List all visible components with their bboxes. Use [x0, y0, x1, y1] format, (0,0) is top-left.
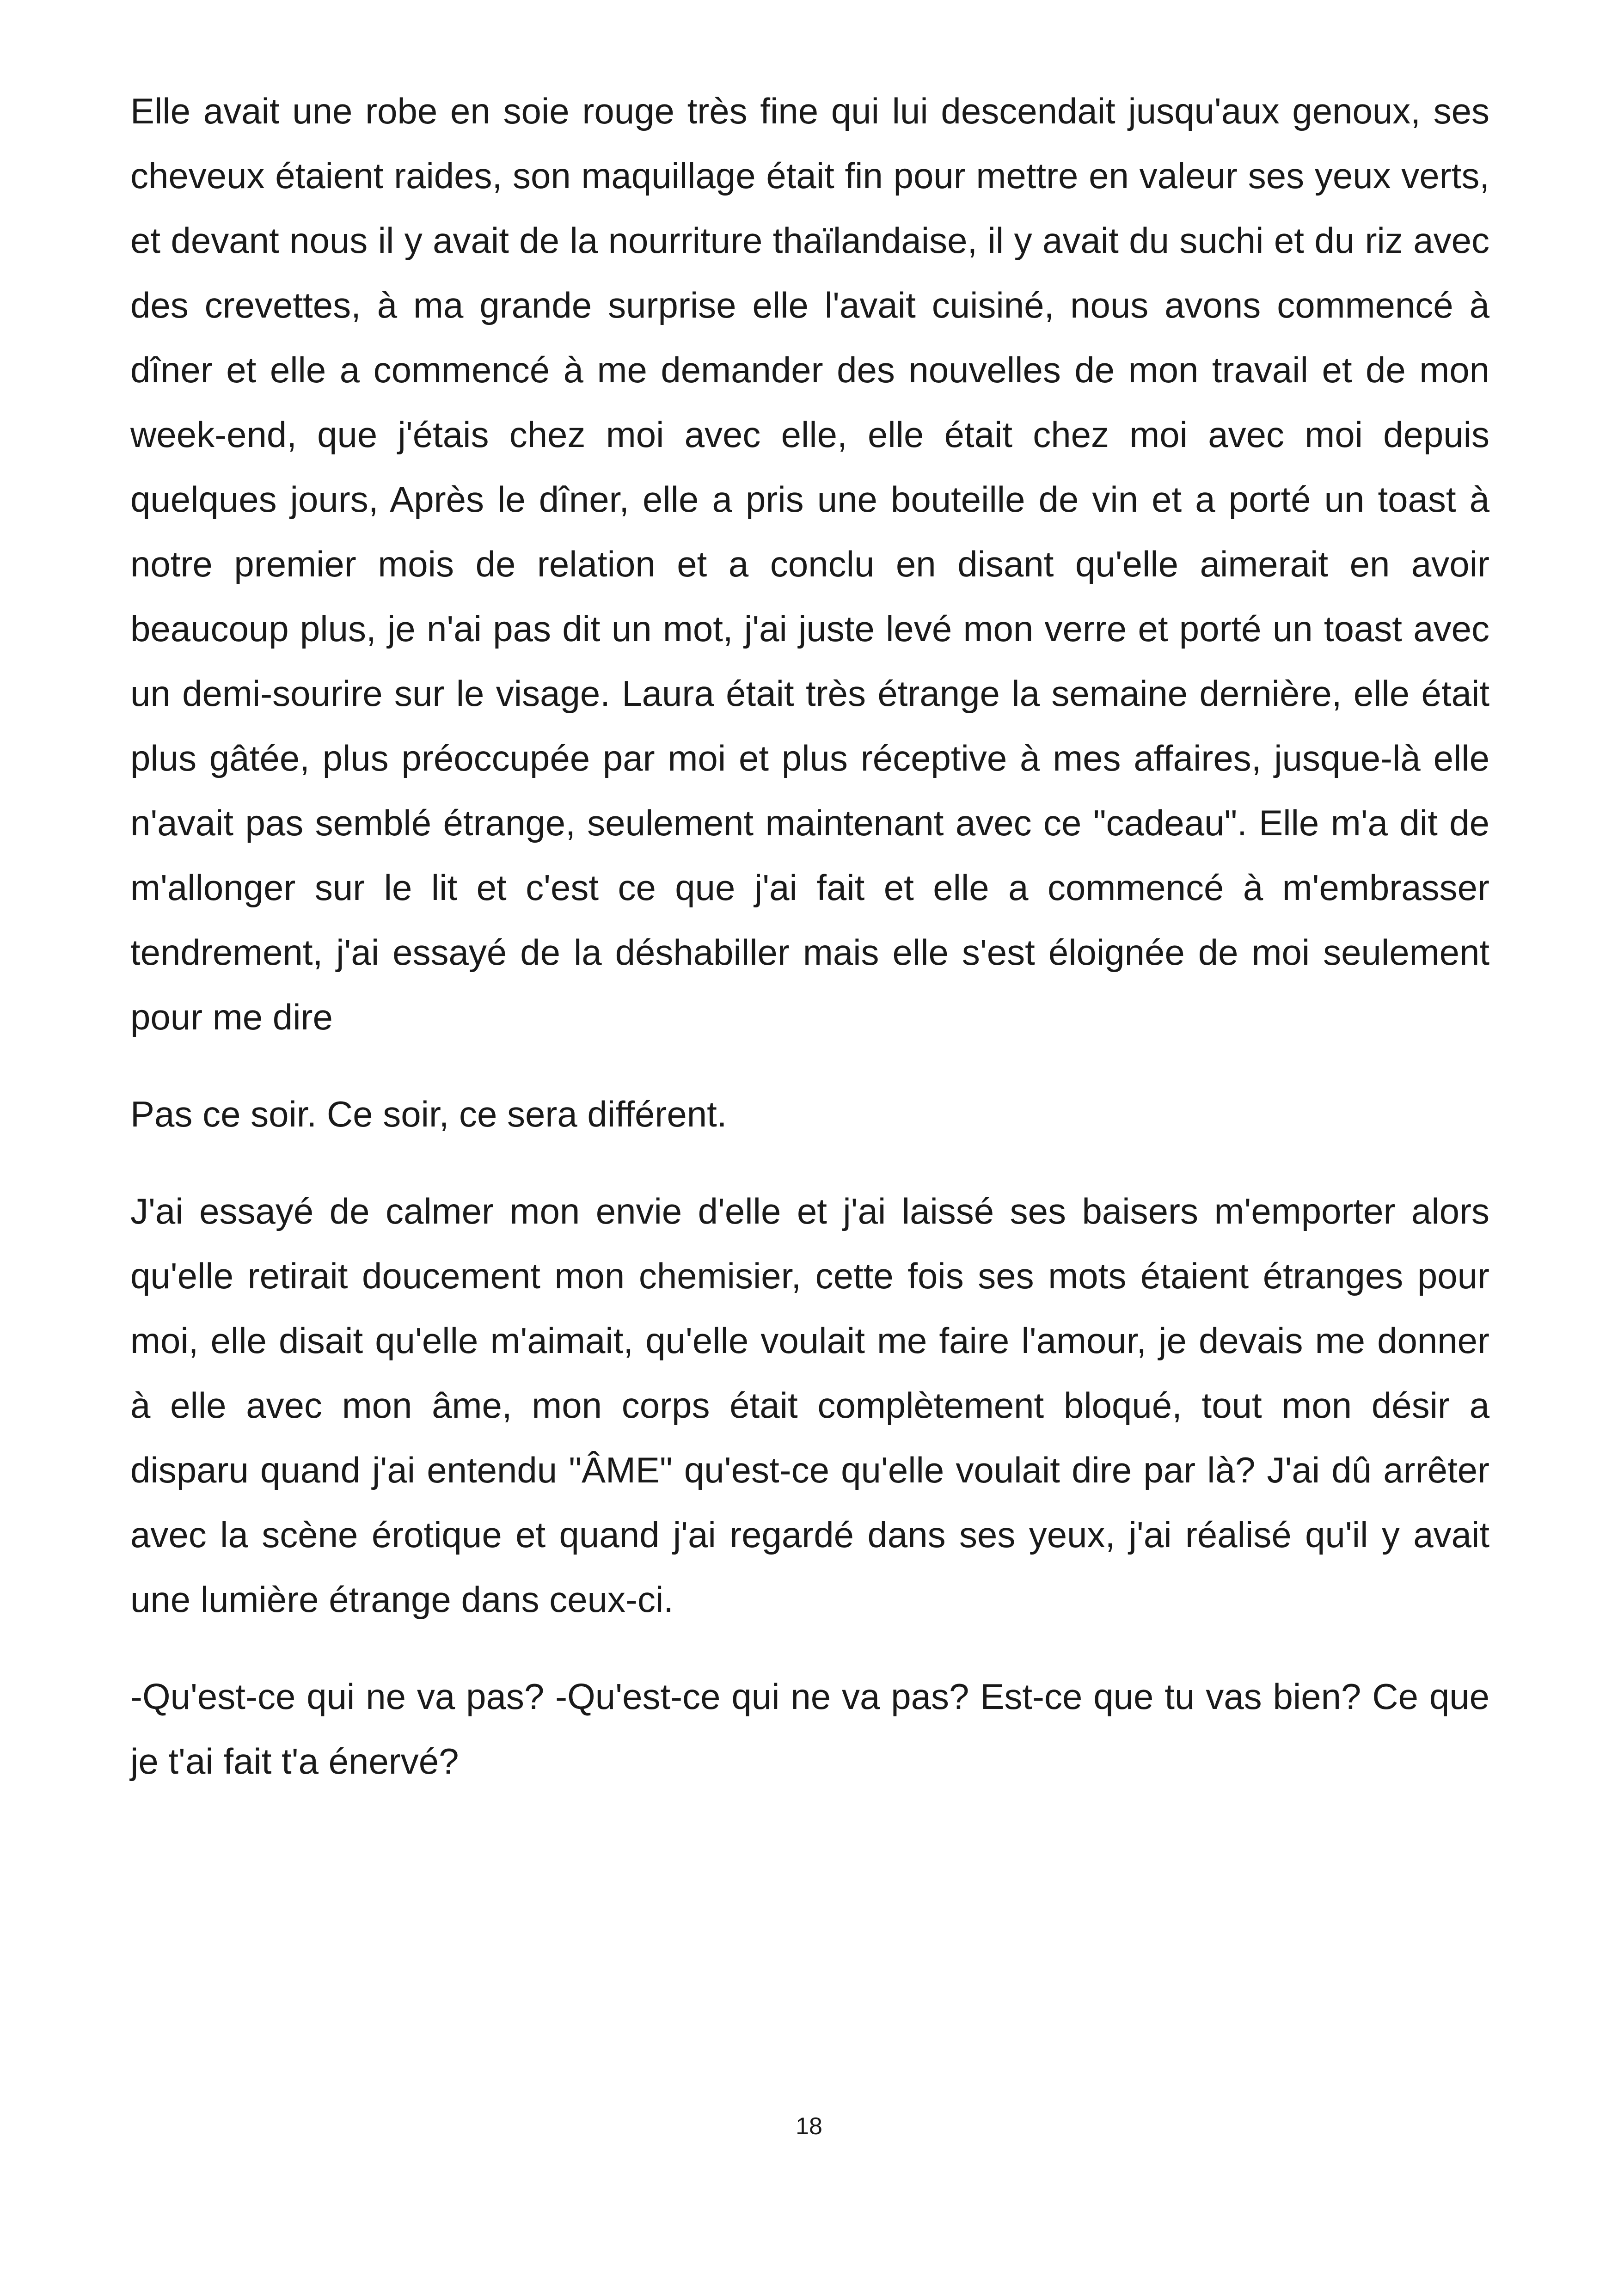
paragraph-4: -Qu'est-ce qui ne va pas? -Qu'est-ce qui ne va pas? Est-ce que tu vas bien? Ce que je t'ai fait t'a énervé?	[130, 1676, 1489, 1782]
page-number: 18	[796, 2113, 822, 2140]
paragraph-1: Elle avait une robe en soie rouge très fine qui lui descendait jusqu'aux genoux, ses cheveux étaient raides, son maquillage était fin pour mettre en valeur ses yeux verts, et devant nous il y avait de la nourriture thaïlandaise, il y avait du suchi et du riz avec des crevettes, à ma grande surprise elle l'avait cuisiné, nous avons commencé à dîner et elle a commencé à me demander des nouvelles de mon travail et de mon week-end, que j'étais chez moi avec elle, elle était chez moi avec moi depuis quelques jours, Après le dîner, elle a pris une bouteille de vin et a porté un toast à notre premier mois de relation et a conclu en disant qu'elle aimerait en avoir beaucoup plus, je n'ai pas dit un mot, j'ai juste levé mon verre et porté un toast avec un demi-sourire sur le visage. Laura était très étrange la semaine dernière, elle était plus gâtée, plus préoccupée par moi et plus réceptive à mes affaires, jusque-là elle n'avait pas semblé étrange, seulement maintenant avec ce "cadeau". Elle m'a dit de m'allonger sur le lit et c'est ce que j'ai fait et elle a commencé à m'embrasser tendrement, j'ai essayé de la déshabiller mais elle s'est éloignée de moi seulement pour me dire	[130, 91, 1489, 1037]
paragraph-2: Pas ce soir. Ce soir, ce sera différent.	[130, 1094, 727, 1134]
document-body	[130, 79, 1489, 1794]
paragraph-3: J'ai essayé de calmer mon envie d'elle et j'ai laissé ses baisers m'emporter alors qu'elle retirait doucement mon chemisier, cette fois ses mots étaient étranges pour moi, elle disait qu'elle m'aimait, qu'elle voulait me faire l'amour, je devais me donner à elle avec mon âme, mon corps était complètement bloqué, tout mon désir a disparu quand j'ai entendu "ÂME" qu'est-ce qu'elle voulait dire par là? J'ai dû arrêter avec la scène érotique et quand j'ai regardé dans ses yeux, j'ai réalisé qu'il y avait une lumière étrange dans ceux-ci.	[130, 1191, 1489, 1620]
